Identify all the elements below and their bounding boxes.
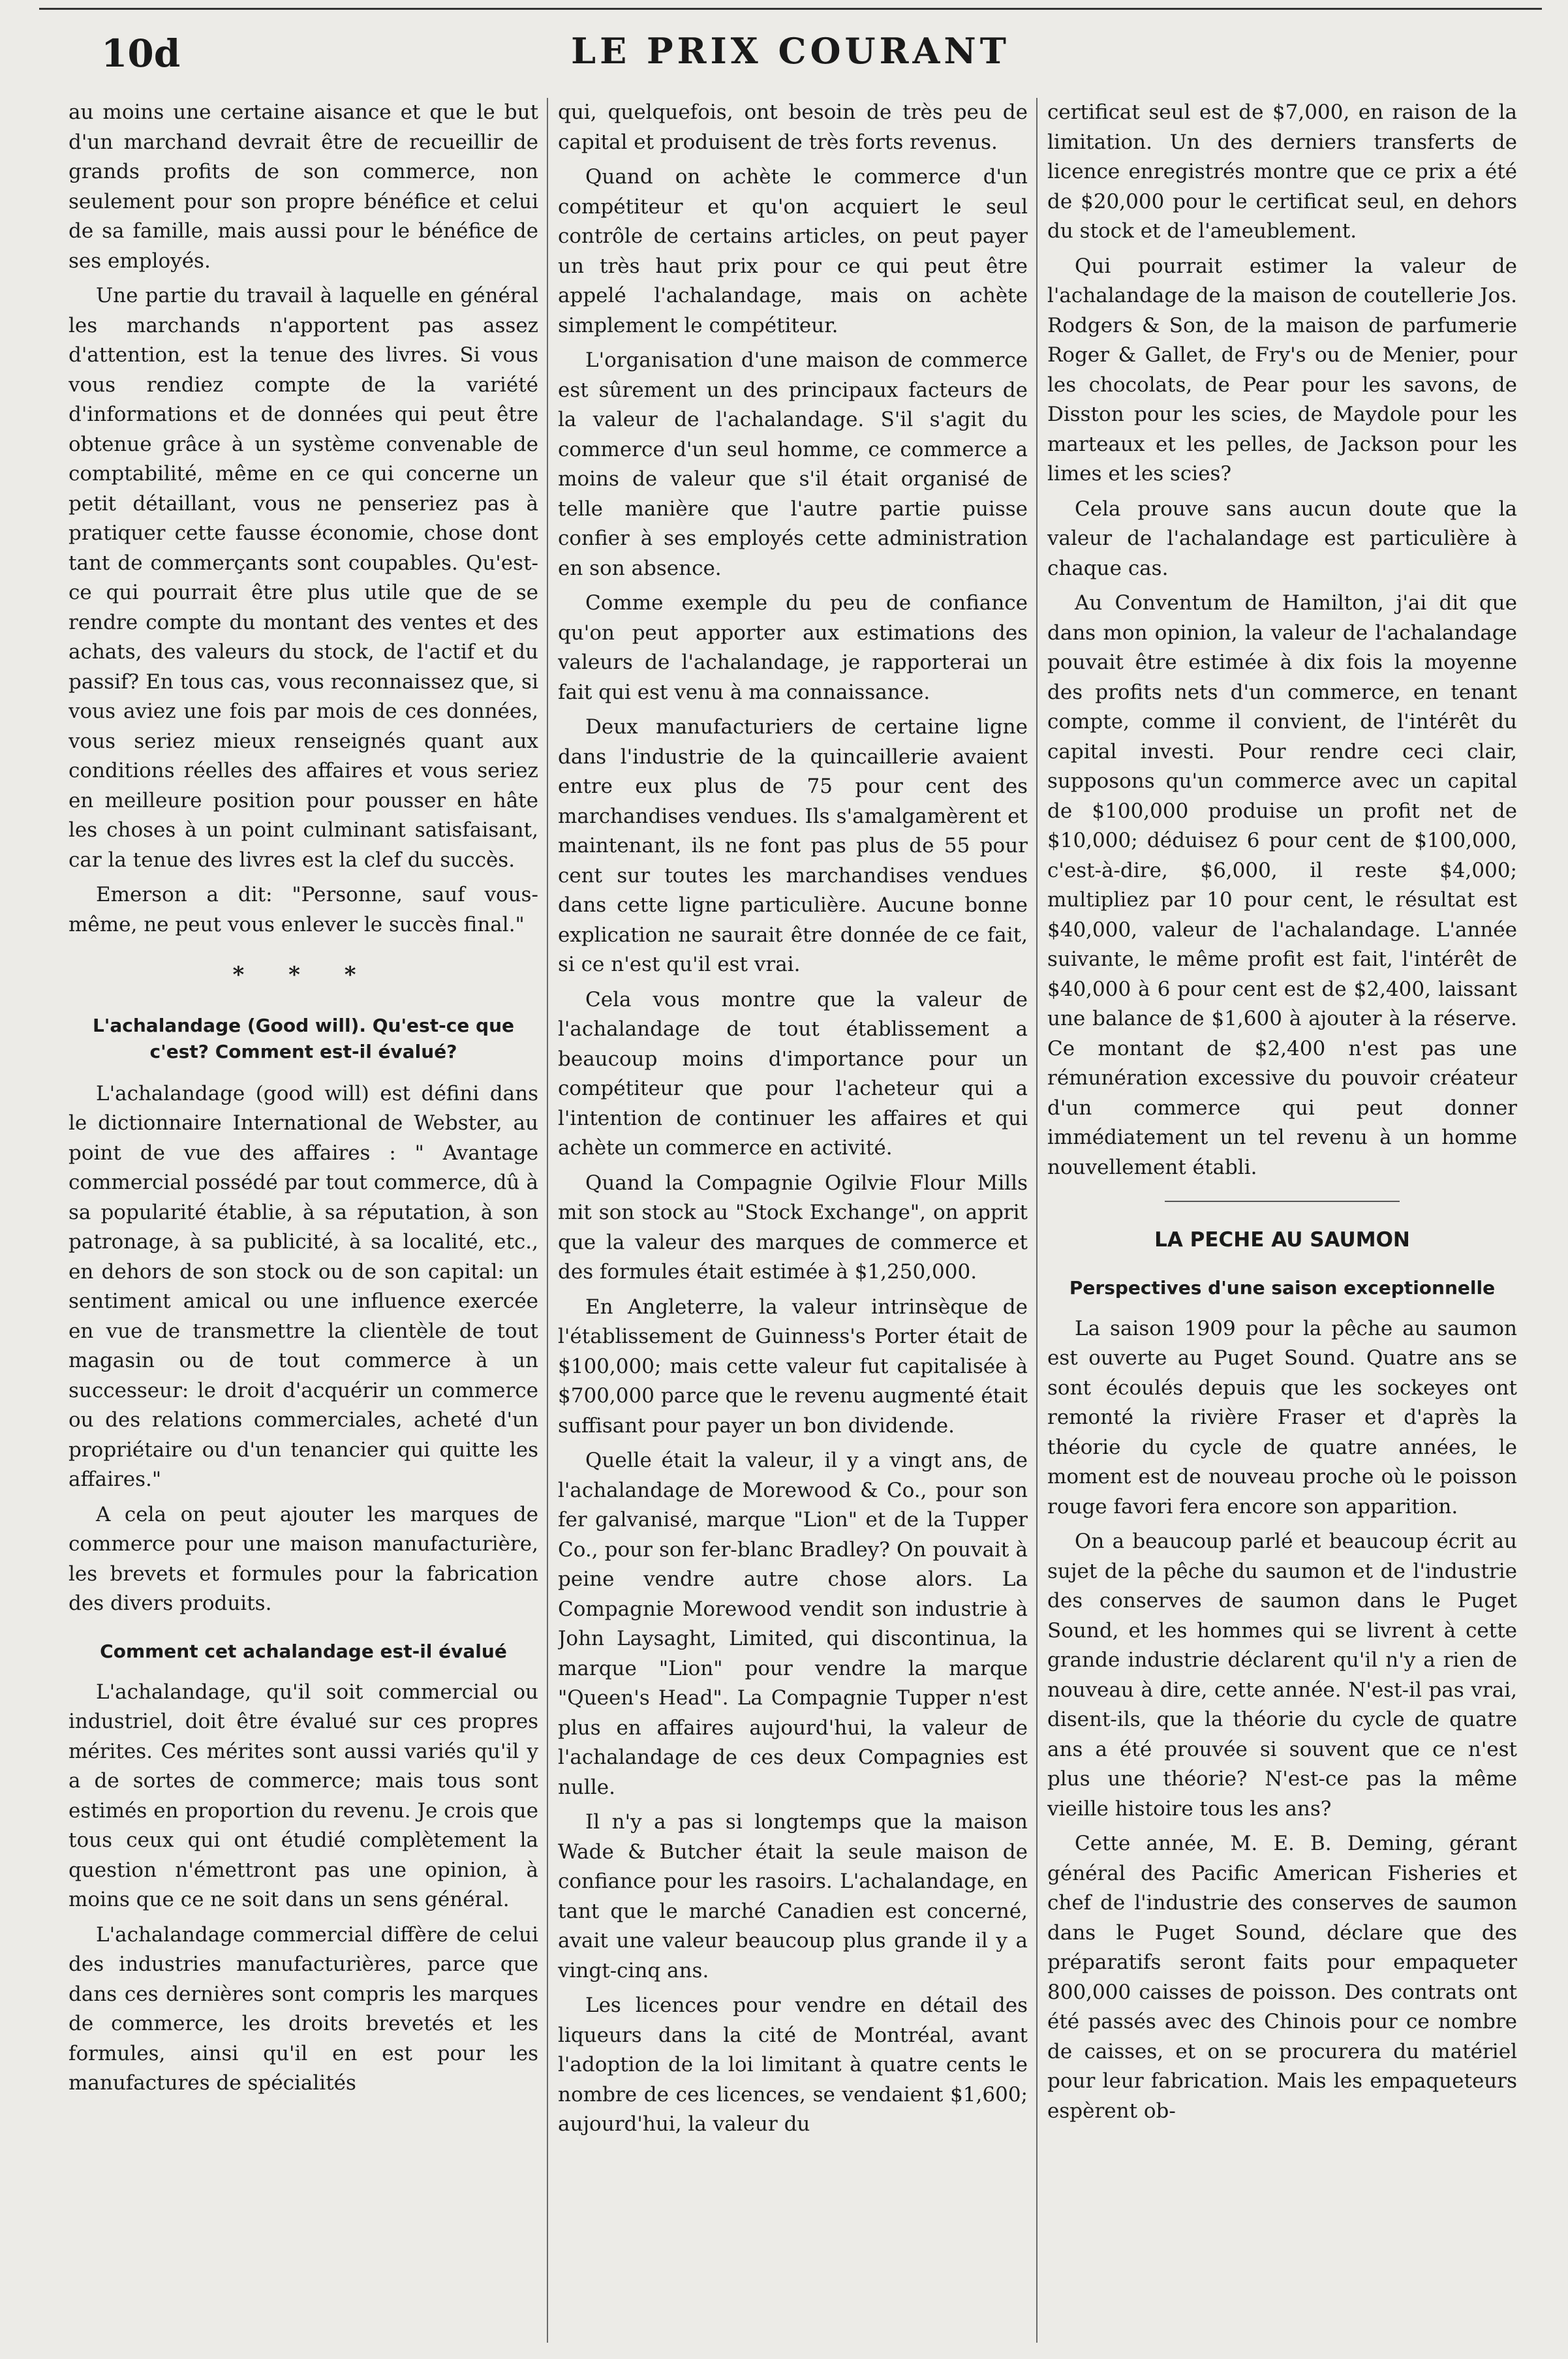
paragraph: Quand on achète le commerce d'un compétiteur et qu'on acquiert le seul contrôle de certains articles, on peut payer un très haut prix pour ce qui peut être appelé l'achalandage, mais on achète simplement le compétiteur. bbox=[558, 165, 1028, 337]
paragraph: L'achalandage, qu'il soit commercial ou industriel, doit être évalué sur ces propres mérites. Ces mérites sont aussi variés qu'il y a de sortes de commerce; mais tous sont estimés en proportion du revenu. Je crois que tous ceux qui ont étudié complètement la question n'émettront pas une opinion, à moins que ce ne soit dans un sens général. bbox=[69, 1680, 538, 1911]
newspaper-title: LE PRIX COURANT bbox=[571, 30, 1010, 72]
paragraph: L'achalandage commercial diffère de celui des industries manufacturières, parce que dans ces dernières sont compris les marques de commerce, les droits brevetés et les formules, ainsi qu'il en est pour les manufactures de spécialités bbox=[69, 1922, 538, 2095]
column-divider bbox=[1036, 98, 1038, 2343]
article-subtitle: Perspectives d'une saison exceptionnelle bbox=[1069, 1276, 1496, 1299]
paragraph: En Angleterre, la valeur intrinsèque de l'établissement de Guinness's Porter était de $100,000; mais cette valeur fut capitalisée à $700,000 parce que le revenu augmenté était suffisant pour payer un bon dividende. bbox=[558, 1295, 1028, 1438]
paragraph: Il n'y a pas si longtemps que la maison Wade & Butcher était la seule maison de confiance pour les rasoirs. L'achalandage, en tant que le marché Canadien est concerné, avait une valeur beaucoup plus grande il y a vingt-cinq ans. bbox=[558, 1810, 1028, 1982]
paragraph: Deux manufacturiers de certaine ligne dans l'industrie de la quincaillerie avaient entre eux plus de 75 pour cent des marchandises vendues. Ils s'amalgamèrent et maintenant, ils ne font pas plus de 55 pour cent sur toutes les marchandises vendues dans cette ligne particulière. Aucune bonne explication ne saurait être donnée de ce fait, si ce n'est qu'il est vrai. bbox=[558, 715, 1028, 976]
page-number: 10d bbox=[101, 31, 181, 76]
section-heading: L'achalandage (Good will). Qu'est-ce que c'est? Comment est-il évalué? bbox=[92, 1014, 515, 1062]
paragraph: Quelle était la valeur, il y a vingt ans, de l'achalandage de Morewood & Co., pour son fer galvanisé, marque "Lion" et de la Tupper Co., pour son fer-blanc Bradley? On pouvait à peine vendre autre chose alors. La Compagnie Morewood vendit son industrie à John Laysaght, Limited, qui discontinua, la marque "Lion" pour vendre la marque "Queen's Head". La Compagnie Tupper n'est plus en affaires aujourd'hui, la valeur de l'achalandage de ces deux Compagnies est nulle. bbox=[558, 1449, 1028, 1799]
paragraph: Cela prouve sans aucun doute que la valeur de l'achalandage est particulière à chaque cas. bbox=[1047, 497, 1517, 580]
paragraph: Cela vous montre que la valeur de l'achalandage de tout établissement a beaucoup moins d'importance pour un compétiteur que pour l'acheteur qui a l'intention de continuer les affaires et qui achète un commerce en activité. bbox=[558, 987, 1028, 1160]
paragraph: Les licences pour vendre en détail des liqueurs dans la cité de Montréal, avant l'adoption de la loi limitant à quatre cents le nombre de ces licences, se vendaient $1,600; aujourd'hui, la valeur du bbox=[558, 1994, 1028, 2136]
paragraph: Cette année, M. E. B. Deming, gérant général des Pacific American Fisheries et chef de l'industrie des conserves de saumon dans le Puget Sound, déclare que des préparatifs seront faits pour empaqueter 800,000 caisses de poisson. Des contrats ont été passés avec des Chinois pour ce nombre de caisses, et on se procurera du matériel pour leur fabrication. Mais les empaqueteurs espèrent ob- bbox=[1047, 1832, 1517, 2123]
paragraph: Une partie du travail à laquelle en général les marchands n'apportent pas assez d'attention, est la tenue des livres. Si vous vous rendiez compte de la variété d'informations et de données qui peut être obtenue grâce à un système convenable de comptabilité, même en ce qui concerne un petit détaillant, vous ne penseriez pas à pratiquer cette fausse économie, chose dont tant de commerçants sont coupables. Qu'est-ce qui pourrait être plus utile que de se rendre compte du montant des ventes et des achats, des valeurs du stock, de l'actif et du passif? En tous cas, vous reconnaissez que, si vous aviez une fois par mois de ces données, vous seriez mieux renseignés quant aux conditions réelles des affaires et vous seriez en meilleure position pour pousser en hâte les choses à un point culminant satisfaisant, car la tenue des livres est la clef du succès. bbox=[69, 284, 538, 872]
paragraph: On a beaucoup parlé et beaucoup écrit au sujet de la pêche du saumon et de l'industrie des conserves de saumon dans le Puget Sound, et les hommes qui se livrent à cette grande industrie déclarent qu'il n'y a rien de nouveau à dire, cette année. N'est-il pas vrai, disent-ils, que la théorie du cycle de quatre ans a été prouvée si souvent que ce n'est plus une théorie? N'est-ce pas la même vieille histoire tous les ans? bbox=[1047, 1530, 1517, 1821]
paragraph: qui, quelquefois, ont besoin de très peu de capital et produisent de très forts revenus. bbox=[558, 100, 1028, 154]
section-separator: * * * bbox=[232, 962, 375, 988]
column-3 bbox=[1047, 98, 1517, 2343]
top-rule bbox=[39, 8, 1542, 10]
section-heading: Comment cet achalandage est-il évalué bbox=[100, 1640, 507, 1662]
paragraph: Comme exemple du peu de confiance qu'on peut apporter aux estimations des valeurs de l'achalandage, je rapporterai un fait qui est venu à ma connaissance. bbox=[558, 591, 1028, 704]
paragraph: La saison 1909 pour la pêche au saumon est ouverte au Puget Sound. Quatre ans se sont écoulés depuis que les sockeyes ont remonté la rivière Fraser et d'après la théorie du cycle de quatre années, le moment est de nouveau proche où le poisson rouge favori fera encore son apparition. bbox=[1047, 1316, 1517, 1519]
paragraph: L'organisation d'une maison de commerce est sûrement un des principaux facteurs de la valeur de l'achalandage. S'il s'agit du commerce d'un seul homme, ce commerce a moins de valeur que s'il était organisé de telle manière que l'autre partie puisse confier à ses employés cette administration en son absence. bbox=[558, 348, 1028, 580]
section-rule bbox=[1165, 1201, 1400, 1202]
paragraph: au moins une certaine aisance et que le but d'un marchand devrait être de recueillir de grands profits de son commerce, non seulement pour son propre bénéfice et celui de sa famille, mais aussi pour le bénéfice de ses employés. bbox=[69, 100, 538, 273]
paragraph: Quand la Compagnie Ogilvie Flour Mills mit son stock au "Stock Exchange", on apprit que la valeur des marques de commerce et des formules était estimée à $1,250,000. bbox=[558, 1171, 1028, 1284]
column-2 bbox=[558, 98, 1028, 2343]
page-header bbox=[39, 26, 1542, 78]
paragraph: L'achalandage (good will) est défini dans le dictionnaire International de Webster, au point de vue des affaires : " Avantage commercial possédé par tout commerce, dû à sa popularité établie, à sa réputation, à son patronage, à sa publicité, à sa localité, etc., en dehors de son stock ou de son capital: un sentiment amical ou une influence exercée en vue de transmettre la clientèle de tout magasin ou de tout commerce à un successeur: le droit d'acquérir un commerce ou des relations commerciales, acheté d'un propriétaire ou d'un tenancier qui quitte les affaires." bbox=[69, 1081, 538, 1491]
column-divider bbox=[547, 98, 548, 2343]
paragraph: certificat seul est de $7,000, en raison de la limitation. Un des derniers transferts de licence enregistrés montre que ce prix a été de $20,000 pour le certificat seul, en dehors du stock et de l'ameublement. bbox=[1047, 100, 1517, 243]
paragraph: Emerson a dit: "Personne, sauf vous-même, ne peut vous enlever le succès final." bbox=[69, 883, 538, 936]
article-title: LA PECHE AU SAUMON bbox=[1154, 1228, 1410, 1252]
paragraph: A cela on peut ajouter les marques de commerce pour une maison manufacturière, les brevets et formules pour la fabrication des divers produits. bbox=[69, 1502, 538, 1615]
paragraph: Au Conventum de Hamilton, j'ai dit que dans mon opinion, la valeur de l'achalandage pouvait être estimée à dix fois la moyenne des profits nets d'un commerce, en tenant compte, comme il convient, de l'intérêt du capital investi. Pour rendre ceci clair, supposons qu'un commerce avec un capital de $100,000 produise un profit net de $10,000; déduisez 6 pour cent de $100,000, c'est-à-dire, $6,000, il reste $4,000; multipliez par 10 pour cent, le résultat est $40,000, valeur de l'achalandage. L'année suivante, le même profit est fait, l'intérêt de $40,000 à 6 pour cent est de $2,400, laissant une balance de $1,600 à ajouter à la réserve. Ce montant de $2,400 n'est pas une rémunération excessive du pouvoir créateur d'un commerce qui peut donner immédiatement un tel revenu à un homme nouvellement établi. bbox=[1047, 591, 1517, 1179]
column-1 bbox=[69, 98, 538, 2343]
paragraph: Qui pourrait estimer la valeur de l'achalandage de la maison de coutellerie Jos. Rodgers & Son, de la maison de parfumerie Roger & Gallet, de Fry's ou de Menier, pour les chocolats, de Pear pour les savons, de Disston pour les scies, de Maydole pour les marteaux et les pelles, de Jackson pour les limes et les scies? bbox=[1047, 254, 1517, 486]
